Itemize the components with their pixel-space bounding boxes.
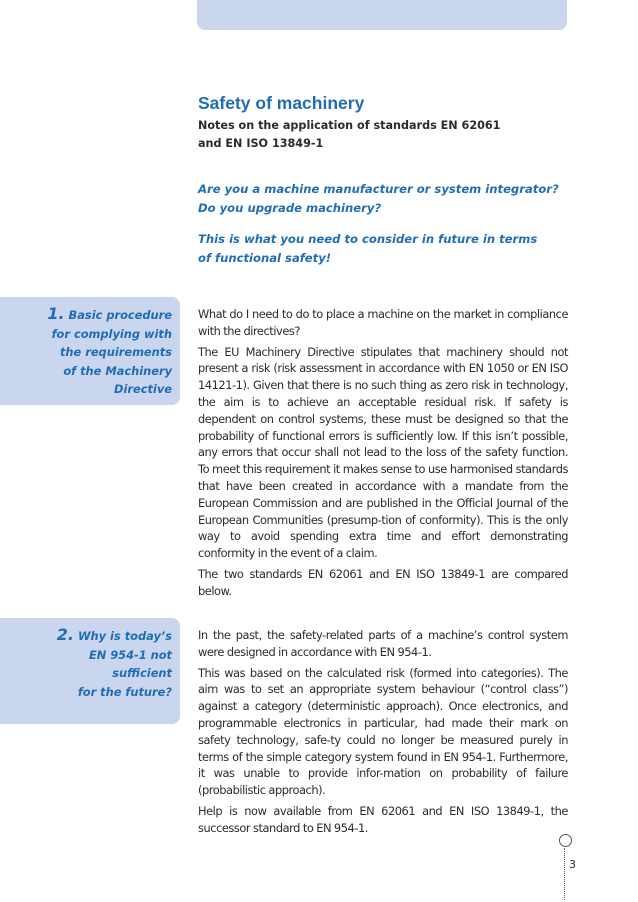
section-2-label-line-2: EN 954-1 not	[88, 647, 172, 662]
section-1-label-line-5: Directive	[114, 382, 172, 396]
section-2-paragraph-2: This was based on the calculated risk (formed into categories). The aim was to set an appropriate system behaviour (“control class”) against a category (deterministic approach). Once electronics, and programmable electronics in particular, had made their mark on safety technology, safe-ty could no longer be measured purely in terms of the simple category system found in EN 954-1. Furthermore, it was unable to provide infor-mation on probability of failure (probabilistic approach).	[198, 665, 568, 798]
section-1-paragraph-2: The EU Machinery Directive stipulates that machinery should not present a risk (risk assessment in accordance with EN 1050 or EN ISO 14121-1). Given that there is no such thing as zero risk in technology, the aim is to achieve an acceptable residual risk. If safety is dependent on control systems, these must be designed so that the probability of functional errors is sufficiently low. If this isn’t possible, any errors that occur shall not lead to the loss of the safety function. To meet this requirement it makes sense to use harmonised standards that have been created in accordance with a mandate from the European Commission and are published in the Official Journal of the European Communities (presump-tion of conformity). This is the only way to avoid spending extra time and effort demonstrating conformity in the event of a claim.	[198, 344, 568, 561]
section-2-body	[198, 627, 568, 841]
section-2-paragraph-3: Help is now available from EN 62061 and EN ISO 13849-1, the successor standard to EN 954-1.	[198, 803, 568, 835]
intro-statement-line-2: of functional safety!	[198, 250, 332, 265]
section-1-paragraph-1: What do I need to do to place a machine on the market in compliance with the directives?	[198, 307, 568, 338]
section-2-number: 2.	[56, 625, 75, 644]
section-1-body	[198, 306, 568, 604]
section-2-label-line-4: for the future?	[77, 684, 172, 699]
intro-question-1	[198, 180, 559, 217]
page-title: Safety of machinery	[198, 93, 365, 113]
header-tab	[197, 0, 567, 30]
section-1-paragraph-3: The two standards EN 62061 and EN ISO 13849-1 are compared below.	[198, 566, 568, 598]
page-marker-circle-icon	[559, 834, 572, 847]
intro-question-1-line-1: Are you a machine manufacturer or system integrator?	[198, 182, 559, 196]
section-2-label-line-1: Why is today’s	[77, 629, 172, 643]
page-marker-dotted-line	[564, 848, 565, 900]
page-subtitle	[198, 117, 500, 153]
section-1-label-line-4: of the Machinery	[63, 363, 172, 378]
intro-statement-line-1: This is what you need to consider in future in terms	[198, 232, 538, 246]
section-1-label-line-3: the requirements	[59, 345, 172, 359]
section-2-heading	[57, 626, 172, 701]
page-number: 3	[569, 858, 576, 871]
section-2-sidebox	[0, 618, 180, 724]
section-1-number: 1.	[47, 304, 65, 323]
section-1-label-line-1: Basic procedure	[68, 308, 172, 322]
section-1-label-line-2: for complying with	[51, 326, 172, 341]
subtitle-line-1: Notes on the application of standards EN 62061	[198, 119, 501, 132]
section-1-heading	[47, 305, 172, 399]
intro-statement	[198, 230, 537, 267]
subtitle-line-2: and EN ISO 13849-1	[198, 137, 324, 150]
section-2-label-line-3: sufficient	[112, 666, 172, 680]
section-1-sidebox	[0, 297, 180, 405]
section-2-paragraph-1: In the past, the safety-related parts of a machine’s control system were designed in accordance with EN 954-1.	[198, 628, 568, 659]
intro-question-1-line-2: Do you upgrade machinery?	[198, 200, 382, 215]
